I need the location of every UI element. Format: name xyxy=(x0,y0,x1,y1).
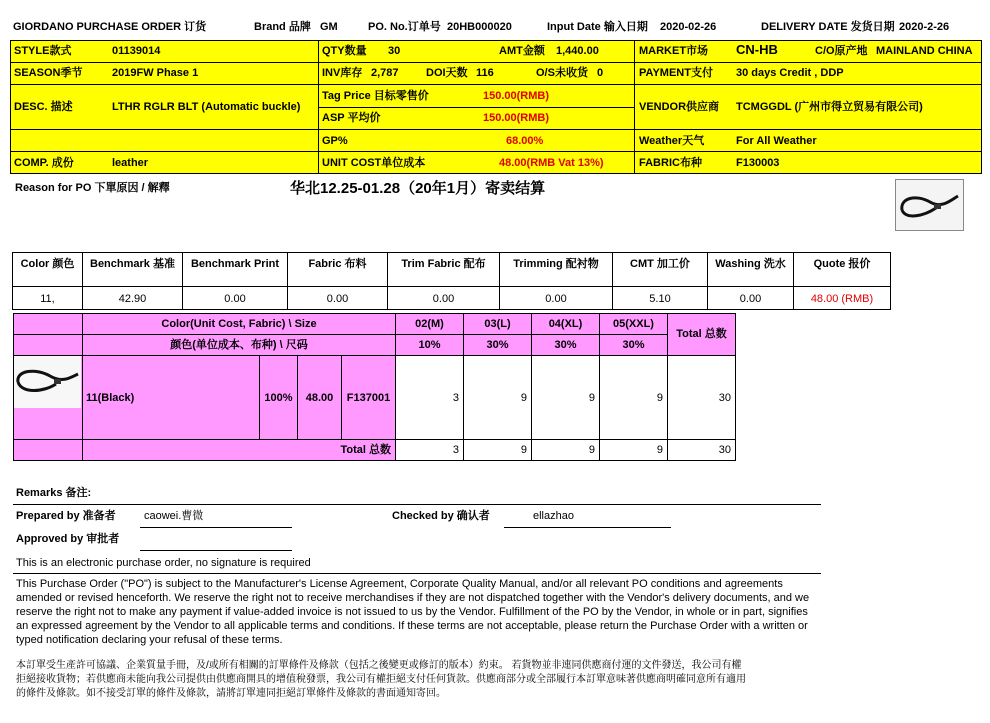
cost-header-quote: Quote 报价 xyxy=(813,258,871,270)
terms-en-line: This Purchase Order ("PO") is subject to the Manufacturer's License Agreement, Corporate Quality Manual, and/or all relevant PO conditions and agreements xyxy=(16,578,783,590)
inv-label: INV库存 xyxy=(322,67,363,79)
qty-value: 30 xyxy=(388,45,401,57)
terms-en-line: typed notification declaring your refusal of these terms. xyxy=(16,634,283,646)
cost-value-benchmark: 42.90 xyxy=(118,293,147,305)
co-label: C/O原产地 xyxy=(815,45,868,57)
gp-label: GP% xyxy=(322,135,348,147)
size-xxl: 05(XXL) xyxy=(613,318,654,330)
asp-label: ASP 平均价 xyxy=(322,112,381,124)
style-label: STYLE款式 xyxy=(14,45,72,57)
size-header-en: Color(Unit Cost, Fabric) \ Size xyxy=(161,318,317,330)
row-qty-total: 30 xyxy=(718,392,731,404)
weather-value: For All Weather xyxy=(736,135,817,147)
ratio-m: 10% xyxy=(418,339,441,351)
reason-text: 华北12.25-01.28（20年1月）寄卖结算 xyxy=(290,180,546,197)
sum-label: Total 总数 xyxy=(340,444,391,456)
unit-cost-label: UNIT COST单位成本 xyxy=(322,157,426,169)
cost-header-benchmark-print: Benchmark Print xyxy=(190,258,280,270)
co-value: MAINLAND CHINA xyxy=(876,45,973,57)
doi-label: DOI天数 xyxy=(426,67,468,79)
cost-header-cmt: CMT 加工价 xyxy=(630,258,690,270)
cost-header-benchmark: Benchmark 基准 xyxy=(90,258,175,270)
row-qty-xl: 9 xyxy=(588,392,595,404)
row-product-image xyxy=(14,356,81,408)
row-pct: 100% xyxy=(264,392,293,404)
prepared-label: Prepared by 准备者 xyxy=(16,510,116,522)
approved-label: Approved by 审批者 xyxy=(16,533,120,545)
comp-label: COMP. 成份 xyxy=(14,157,74,169)
cost-value-color: 11, xyxy=(40,293,55,305)
checked-by: ellazhao xyxy=(533,510,574,522)
row-color: 11(Black) xyxy=(86,392,135,404)
tag-price-label: Tag Price 目标零售价 xyxy=(322,90,429,102)
cost-header-fabric: Fabric 布料 xyxy=(308,258,367,270)
cost-value-washing: 0.00 xyxy=(739,293,762,305)
electronic-note: This is an electronic purchase order, no signature is required xyxy=(16,557,311,569)
cost-header-washing: Washing 洗水 xyxy=(715,258,786,270)
sum-xl: 9 xyxy=(588,444,595,456)
vendor-value: TCMGGDL (广州市得立贸易有限公司) xyxy=(736,101,923,113)
payment-label: PAYMENT支付 xyxy=(639,67,713,79)
terms-cn-line: 拒絕接收貨物；若供應商未能向我公司提供由供應商開具的增值稅發票，我公司有權拒絕支付任何貨款。供應商部分或全部履行本訂單意味著供應商明確同意所有適用 xyxy=(16,674,746,685)
sum-m: 3 xyxy=(452,444,459,456)
terms-en-line: reserve the right not to make any payment if value-added invoice is not issued to us by the Vendor. Fulfillment of the PO by the Vendor, in whole or in part, signifies xyxy=(16,606,808,618)
terms-en-line: an expressed agreement by the Vendor to all applicable terms and conditions. If these terms are not acceptable, please return the Purchase Order with a written or xyxy=(16,620,808,632)
brand-value: GM xyxy=(320,21,338,33)
amt-value: 1,440.00 xyxy=(556,45,599,57)
gp-value: 68.00% xyxy=(506,135,544,147)
row-fabric: F137001 xyxy=(346,392,391,404)
season-label: SEASON季节 xyxy=(14,67,83,79)
vendor-label: VENDOR供应商 xyxy=(639,101,720,113)
delivery-date-value: 2020-2-26 xyxy=(899,21,950,33)
asp-value: 150.00(RMB) xyxy=(483,112,550,124)
sum-total: 30 xyxy=(718,444,731,456)
weather-label: Weather天气 xyxy=(639,135,705,147)
checked-label: Checked by 确认者 xyxy=(392,510,490,522)
terms-cn-line: 的條件及條款。如不接受訂單的條件及條款，請將訂單連同拒絕訂單條件及條款的書面通知寄回。 xyxy=(16,688,446,699)
ratio-xl: 30% xyxy=(554,339,577,351)
row-cost: 48.00 xyxy=(305,392,334,404)
desc-label: DESC. 描述 xyxy=(14,101,73,113)
comp-value: leather xyxy=(112,157,149,169)
input-date-label: Input Date 输入日期 xyxy=(547,21,648,33)
remarks-label: Remarks 备注: xyxy=(16,487,92,499)
ratio-xxl: 30% xyxy=(622,339,645,351)
fabric-value: F130003 xyxy=(736,157,780,169)
ratio-l: 30% xyxy=(486,339,509,351)
size-xl: 04(XL) xyxy=(548,318,583,330)
reason-label: Reason for PO 下單原因 / 解釋 xyxy=(15,182,170,194)
style-value: 01139014 xyxy=(112,45,161,57)
size-m: 02(M) xyxy=(415,318,444,330)
qty-label: QTY数量 xyxy=(322,45,367,57)
size-header-cn: 颜色(单位成本、布种) \ 尺码 xyxy=(170,339,308,351)
po-no-value: 20HB000020 xyxy=(447,21,512,33)
terms-cn-line: 本訂單受生產許可協議、企業質量手冊，及/或所有相關的訂單條件及條款（包括之後變更或修訂的版本）約束。 若貨物並非連同供應商付運的文件發送，我公司有權 xyxy=(16,660,742,671)
tag-price-value: 150.00(RMB) xyxy=(483,90,550,102)
cost-value-benchmark-print: 0.00 xyxy=(224,293,246,305)
po-title: GIORDANO PURCHASE ORDER 订货 xyxy=(13,21,207,33)
fabric-label: FABRIC布种 xyxy=(639,157,702,169)
size-l: 03(L) xyxy=(484,318,511,330)
po-no-label: PO. No.订单号 xyxy=(368,21,441,33)
cost-value-trimming: 0.00 xyxy=(545,293,567,305)
market-label: MARKET市场 xyxy=(639,45,709,57)
payment-value: 30 days Credit , DDP xyxy=(736,67,844,79)
sum-l: 9 xyxy=(520,444,527,456)
size-total-header: Total 总数 xyxy=(676,328,727,340)
amt-label: AMT金额 xyxy=(499,45,545,57)
unit-cost-value: 48.00(RMB Vat 13%) xyxy=(499,157,604,169)
inv-value: 2,787 xyxy=(371,67,399,79)
cost-value-trim-fabric: 0.00 xyxy=(432,293,455,305)
season-value: 2019FW Phase 1 xyxy=(112,67,199,79)
brand-label: Brand 品牌 xyxy=(254,21,311,33)
cost-header-color: Color 颜色 xyxy=(20,258,75,270)
terms-en-line: amended or revised henceforth. We reserve the right not to receive merchandises if they are not dispatched together with the Vendor's delivery documents, and we xyxy=(16,592,810,604)
cost-header-trimming: Trimming 配衬物 xyxy=(513,258,599,270)
row-qty-xxl: 9 xyxy=(656,392,663,404)
row-qty-m: 3 xyxy=(452,392,459,404)
input-date-value: 2020-02-26 xyxy=(660,21,717,33)
doi-value: 116 xyxy=(476,67,494,79)
desc-value: LTHR RGLR BLT (Automatic buckle) xyxy=(112,101,301,113)
os-label: O/S未收货 xyxy=(536,67,588,79)
product-image xyxy=(895,179,964,231)
prepared-by: caowei.曹微 xyxy=(144,510,204,522)
cost-value-quote: 48.00 (RMB) xyxy=(810,293,874,305)
market-value: CN-HB xyxy=(736,42,778,57)
delivery-date-label: DELIVERY DATE 发货日期 xyxy=(761,21,895,33)
cost-header-trim-fabric: Trim Fabric 配布 xyxy=(401,258,486,270)
cost-value-cmt: 5.10 xyxy=(649,293,671,305)
sum-xxl: 9 xyxy=(656,444,663,456)
row-qty-l: 9 xyxy=(520,392,527,404)
cost-value-fabric: 0.00 xyxy=(326,293,349,305)
os-value: 0 xyxy=(597,67,604,79)
